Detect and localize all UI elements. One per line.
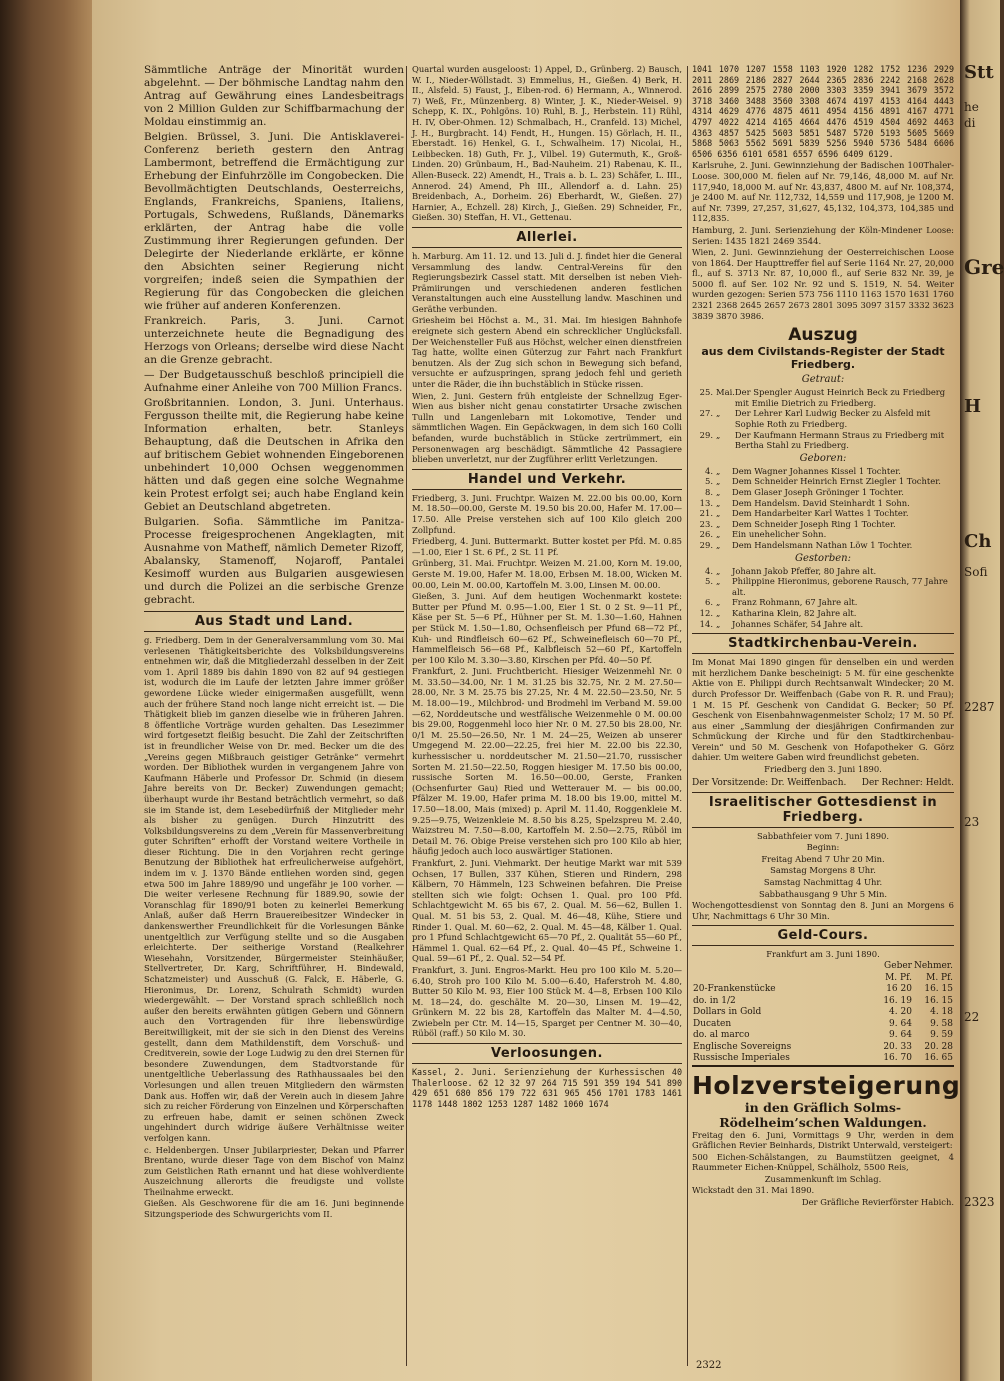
register-row: 5. „ Dem Schneider Heinrich Ernst Ziegler 1 Tochter. xyxy=(705,476,941,487)
register-heading: Auszug xyxy=(788,325,858,346)
table-row: do. al marco 9. 64 9. 59 xyxy=(693,1030,953,1040)
register-row: 26. „ Ein unehelicher Sohn. xyxy=(699,529,827,540)
register-section-label: Geboren: xyxy=(799,452,847,464)
auction-signature: Der Gräfliche Revierförster Habich. xyxy=(801,1197,954,1208)
next-page-fragment: 2323 xyxy=(964,1195,995,1209)
register-row: 14. „ Johannes Schäfer, 54 Jahre alt. xyxy=(699,618,864,629)
register-subheading: aus dem Civilstands-Register der Stadt Friedberg. xyxy=(701,345,945,372)
article-paragraph: Frankreich. Paris, 3. Juni. Carnot unterzeichnete heute die Begnadigung des Herzogs von Orleans; derselbe wird diese Nacht an die Grenze gebracht. xyxy=(144,315,404,366)
section-heading: Handel und Verkehr. xyxy=(412,469,682,490)
table-row: Dollars in Gold 4. 20 4. 18 xyxy=(693,1007,953,1017)
article-paragraph: c. Heldenbergen. Unser Jubilarpriester, Dekan und Pfarrer Brentano, wurde dieser Tage von dem Bischof von Mainz zum Geistlichen Rath ernannt und hat diese wohlverdiente Auszeichnung allerorts die freudigste und vollste Theilnahme erweckt. xyxy=(144,1144,404,1197)
table-header-row: Geber Nehmer. xyxy=(884,961,953,971)
exchange-rate-table xyxy=(692,961,954,1065)
article-paragraph: Quartal wurden ausgeloost: 1) Appel, D., Grünberg. 2) Bausch, W. I., Nieder-Wöllstadt. 3) Emmelius, H., Gießen. 4) Berk, H. II., Alsfeld. 5) Faust, J., Eiben-rod. 6) Hermann, A., Winnerod. 7) Weß, Fr., Münzenberg. 8) Winter, J. K., Nieder-Weisel. 9) Schepp, K. IX., Pohlgöns. 10) Ruhl, B. J., Herbstein. 11) Rühl, H. IV, Ober-Ohmen. 12) Schmalbach, H., Cranfeld. 13) Michel, J. H., Burgbracht. 14) Fendt, H., Hungen. 15) Görlach, H. II., Eberstadt. 16) Henkel, G. I., Schwalheim. 17) Nicolai, H., Leibbecken. 18) Guth, Fr. J., Vilbel. 19) Gutermuth, K., Groß-Linden. 20) Grünbaum, H., Bad-Nauheim. 21) Rabenau, K. II., Allen-Buseck. 22) Amendt, H., Trais a. b. L. 23) Schäfer, L. III., Annerod. 24) Amend, Ph III., Allendorf a. d. Lahn. 25) Breidenbach, A., Dorheim. 26) Eberhardt, W., Gießen. 27) Harnier, A., Echzell. 28) Kirch, J., Gießen. 29) Schneider, Fr., Gießen. 30) Steffan, H. VI., Gettenau. xyxy=(412,64,682,223)
market-report: Friedberg, 3. Juni. Fruchtpr. Waizen M. 22.00 bis 00.00, Korn M. 18.50—00.00, Gerste M. 19.50 bis 20.00, Hafer M. 17.00—17.50. Alle Preise verstehen sich auf 100 Kilo gleich 200 Zollpfund. xyxy=(412,492,682,535)
market-report: Frankfurt, 2. Juni. Viehmarkt. Der heutige Markt war mit 539 Ochsen, 17 Bullen, 337 Kühen, Stieren und Rindern, 298 Kälbern, 70 Hämmeln, 123 Schweinen befahren. Die Preise stellten sich wie folgt: Ochsen 1. Qual. pro 100 Pfd. Schlachtgewicht M. 65 bis 67, 2. Qual. M. 56—62, Bullen 1. Qual. M. 51 bis 53, 2. Qual. M. 46—48, Kühe, Stiere und Rinder 1. Qual. M. 60—62, 2. Qual. M. 45—48, Kälber 1. Qual. pro 1 Pfund Schlachtgewicht 65—70 Pf., 2. Qualität 55—60 Pf., Hämmel 1. Qual. 62—64 Pf., 2. Qual. 40—45 Pf., Schweine 1. Qual. 59—61 Pf., 2. Qual. 52—54 Pf. xyxy=(412,857,682,964)
table-row: Russische Imperiales 16. 70 16. 65 xyxy=(693,1053,953,1063)
section-heading: Stadtkirchenbau-Verein. xyxy=(692,633,954,654)
section-heading: Israelitischer Gottesdienst in Friedberg. xyxy=(692,792,954,828)
register-row: 25. Mai. Der Spengler August Heinrich Beck zu Friedberg mit Emilie Dietrich zu Friedberg. xyxy=(699,387,946,408)
treasurer-signature: Der Rechner: Heldt. xyxy=(861,777,954,788)
section-heading: Geld-Cours. xyxy=(692,925,954,946)
column-2 xyxy=(412,64,682,1364)
article-paragraph: Gießen. Als Geschworene für die am 16. Juni beginnende Sitzungsperiode des Schwurgerichts vom II. xyxy=(144,1198,404,1220)
article-paragraph: Hamburg, 2. Juni. Serienziehung der Köln-Mindener Loose: Serien: 1435 1821 2469 3544. xyxy=(692,224,954,246)
article-paragraph: Großbritannien. London, 3. Juni. Unterhaus. Fergusson theilte mit, die Regierung habe keine Information erhalten, betr. Stanleys Behauptung, daß die Deutschen in Afrika den auf britischem Gebiet wohnenden Eingeborenen unbehindert 10,000 Ochsen weggenommen hätten und daß gegen eine solche Wegnahme kein Protest erfolgt sei; auch habe England kein Gebiet an Deutschland abgetreten. xyxy=(144,397,404,513)
auction-subheading: in den Gräflich Solms-Rödelheim’schen Waldungen. xyxy=(719,1099,927,1130)
article-paragraph: Karlsruhe, 2. Juni. Gewinnziehung der Badischen 100Thaler-Loose. 300,000 M. fielen auf Nr. 79,146, 48,000 M. auf Nr. 117,940, 18,000 M. auf Nr. 43,837, 4800 M. auf Nr. 108,374, je 2400 M. auf Nr. 112,732, 14,559 und 117,908, je 1200 M. auf Nr. 7399, 27,257, 31,627, 45,132, 104,373, 104,385 und 112,835. xyxy=(692,160,954,224)
register-row: 23. „ Dem Schneider Joseph Ring 1 Tochter. xyxy=(699,518,896,529)
service-line: Beginn: xyxy=(806,842,840,853)
register-row: 29. „ Dem Handelsmann Nathan Löw 1 Tochter. xyxy=(699,539,913,550)
table-unit-row: M. Pf. M. Pf. xyxy=(885,972,953,983)
table-row: do. in 1/2 16. 19 16. 15 xyxy=(693,995,953,1006)
auction-text: 500 Eichen-Schälstangen, zu Baumstützen geeignet, 4 Raummeter Eichen-Knüppel, Schälholz, 5500 Reis, xyxy=(692,1151,954,1173)
column-rule xyxy=(406,66,407,1366)
next-page-fragment: 23 xyxy=(964,815,980,829)
auction-text: Wickstadt den 31. Mai 1890. xyxy=(692,1185,815,1196)
market-report: Friedberg, 4. Juni. Buttermarkt. Butter kostet per Pfd. M. 0.85—1.00, Eier 1 St. 6 Pf., 2 St. 11 Pf. xyxy=(412,536,682,557)
section-heading: Aus Stadt und Land. xyxy=(144,611,404,632)
auction-text: Freitag den 6. Juni, Vormittags 9 Uhr, werden in dem Gräflichen Revier Beinhards, Distrikt Unterwald, versteigert: xyxy=(692,1129,954,1151)
chair-signature: Der Vorsitzende: Dr. Weiffenbach. xyxy=(692,777,847,788)
section-heading: Allerlei. xyxy=(412,227,682,248)
next-page-fragment: 22 xyxy=(964,1010,980,1024)
next-page-fragment: H xyxy=(964,396,982,417)
register-row: 4. „ Johann Jakob Pfeffer, 80 Jahre alt. xyxy=(705,565,877,576)
births-list xyxy=(692,466,954,551)
market-report: Frankfurt, 2. Juni. Fruchtbericht. Hiesiger Weizenmehl Nr. 0 M. 33.50—34.00, Nr. 1 M. 31.25 bis 32.75, Nr. 2 M. 27.50—28.00, Nr. 3 M. 25.75 bis 27.25, Nr. 4 M. 22.50—23.50, Nr. 5 M. 18.00—19., Milchbrod- und Brodmehl im Verband M. 59.00—62, Norddeutsche und westfälische Weizenmehle 0 M. 00.00 bis 29.00, Roggenmehl loco hier Nr. 0 M. 27.50 bis 28.00, Nr. 0/1 M. 25.50—26.50, Nr. 1 M. 24—25, Weizen ab unserer Umgegend M. 22.00—22.25, frei hier M. 22.00 bis 22.30, kurhessischer u. norddeutscher M. 21.50—21.70, russischer Sorten M. 21.50—22.50, Roggen hiesiger M. 17.50 bis 00.00, russische Sorten M. 16.50—00.00, Gerste, Franken (Ochsenfurter Gau) Ried und Wetterauer M. — bis 00.00, Pfälzer M. 19.00, Hafer prima M. 18.00 bis 19.00, mittel M. 17.50—18.00, Mais (mixed) p. April M. 11.40, Roggenkleie M. 9.25—9.75, Weizenkleie M. 8.50 bis 8.25, Spelzspreu M. 2.40, Waizstreu M. 7.50—8.00, Kartoffeln M. 2.50—2.75, Rüböl im Detail M. 76. Obige Preise verstehen sich pro 100 Kilo ab hier, häufig jedoch auch loco auswärtiger Stationen. xyxy=(412,666,682,857)
register-row: 5. „ Philippine Hieronimus, geborene Rausch, 77 Jahre alt. xyxy=(705,576,948,597)
signatures xyxy=(692,778,954,788)
register-row: 21. „ Dem Handarbeiter Karl Wattes 1 Tochter. xyxy=(699,508,909,519)
exchange-dateline: Frankfurt am 3. Juni 1890. xyxy=(766,949,880,960)
market-report: Frankfurt, 3. Juni. Engros-Markt. Heu pro 100 Kilo M. 5.20—6.40, Stroh pro 100 Kilo M. 5.00—6.40, Haferstroh M. 4.80, Butter 50 Kilo M. 93, Eier 100 Stück M. 4—8, Erbsen 100 Kilo M. 18—24, do. geschälte M. 20—30, Linsen M. 19—42, Grünkern M. 22 bis 28, Kartoffeln das Malter M. 4—4.50, Zwiebeln per Ctr. M. 14—15, Sparget per Centner M. 30—40, Rüböl (raff.) 50 Kilo M. 30. xyxy=(412,964,682,1039)
register-section-label: Gestorben: xyxy=(795,552,851,564)
article-paragraph: Wien, 2. Juni. Gewinnziehung der Oesterreichischen Loose von 1864. Der Haupttreffer fiel auf Serie 1164 Nr. 27, 20,000 fl., auf S. 3713 Nr. 87, 10,000 fl., auf Serie 832 Nr. 39, je 5000 fl. auf Ser. 102 Nr. 92 und S. 1519, N. 54. Weiter wurden gezogen: Serien 573 756 1110 1163 1570 1631 1760 2321 2368 2645 2657 2673 2801 3095 3097 3157 3332 3623 3839 3870 3986. xyxy=(692,247,954,321)
article-paragraph: — Der Budgetausschuß beschloß principiell die Aufnahme einer Anleihe von 700 Million Francs. xyxy=(144,369,404,394)
article-paragraph: Sämmtliche Anträge der Minorität wurden abgelehnt. — Der böhmische Landtag nahm den Antrag auf Gewährung eines Landesbeitrags von 2 Million Gulden zur Schiffbarmachung der Moldau einstimmig an. xyxy=(144,64,404,128)
service-line: Samstag Nachmittag 4 Uhr. xyxy=(763,877,883,888)
market-report: Grünberg, 31. Mai. Fruchtpr. Weizen M. 21.00, Korn M. 19.00, Gerste M. 19.00, Hafer M. 18.00, Erbsen M. 18.00, Wicken M. 00.00, Lein M. 00.00, Kartoffeln M. 3.00, Linsen M. 00.00. xyxy=(412,558,682,590)
column-3 xyxy=(692,64,961,1364)
deaths-list xyxy=(692,566,954,630)
book-spine xyxy=(0,0,92,1381)
article-paragraph: Im Monat Mai 1890 gingen für denselben ein und werden mit herzlichem Danke bescheinigt: 5 M. für eine geschenkte Aktie von E. Philippi durch Rechtsanwalt Windecker; 20 M. durch Professor Dr. Weiffenbach (Gabe von R. R. und Frau); 1 M. 15 Pf. Geschenk von Candidat G. Becker; 50 Pf. Geschenk von Eisenbahnwagenmeister Scholz; 17 M. 50 Pf. aus einer „Sammlung der diesjährigen Confirmanden zur Schmückung der Kirche und für den Stadtkirchenbau-Verein“ und 50 M. Geschenk von Hofapotheker G. Görz dahier. Um weitere Gaben wird freundlichst gebeten. xyxy=(692,657,954,763)
register-row: 8. „ Dem Glaser Joseph Gröninger 1 Tochter. xyxy=(705,487,904,497)
dateline: Friedberg den 3. Juni 1890. xyxy=(764,764,882,775)
lottery-numbers: Kassel, 2. Juni. Serienziehung der Kurhessischen 40 Thalerloose. 62 12 32 97 264 715 591 359 194 541 890 429 651 680 856 179 722 631 965 456 1701 1783 1461 1178 1448 1802 1253 1287 1482 1060 1674 xyxy=(412,1067,682,1109)
article-paragraph: Bulgarien. Sofia. Sämmtliche im Panitza-Processe freigesprochenen Angeklagten, mit Ausnahme von Matheff, nämlich Demeter Rizoff, Abalansky, Stamenoff, Nojaroff, Pantalei Kesimoff wurden aus Bulgarien ausgewiesen und durch die Polizei an die serbische Grenze gebracht. xyxy=(144,516,404,606)
service-line: Sabbathfeier vom 7. Juni 1890. xyxy=(756,830,890,841)
register-row: 27. „ Der Lehrer Karl Ludwig Becker zu Alsfeld mit Sophie Roth zu Friedberg. xyxy=(699,408,931,430)
register-section-label: Getraut: xyxy=(801,374,845,386)
next-page-fragment: Stt xyxy=(964,62,994,83)
column-1 xyxy=(144,64,404,1364)
newspaper-page xyxy=(92,0,960,1381)
article-paragraph: h. Marburg. Am 11. 12. und 13. Juli d. J. findet hier die General Versammlung des landw. Central-Vereins für den Regierungsbezirk Cassel statt. Mit derselben ist neben Vieh-Prämiirungen und verschiedenen anderen festlichen Veranstaltungen auch eine Ausstellung landw. Maschinen und Geräthe verbunden. xyxy=(412,250,682,314)
next-page-fragment: Gre xyxy=(964,255,1004,279)
article-paragraph: Belgien. Brüssel, 3. Juni. Die Antisklaverei-Conferenz berieth gestern den Antrag Lambermont, betreffend die Ermächtigung zur Erhebung der Einfuhrzölle im Congobecken. Die Bevollmächtigten Deutschlands, Oesterreichs, Englands, Frankreichs, Spaniens, Italiens, Portugals, Schwedens, Rußlands, Dänemarks erklärten, der Antrag habe die volle Zustimmung ihrer Regierungen gefunden. Der Delegirte der Niederlande erklärte, er könne den Absichten seiner Regierung nicht vorgreifen; indeß seien die Sympathien der Regierung für das Congobecken die gleichen wie früher auf anderen Konferenzen. xyxy=(144,131,404,312)
column-rule xyxy=(687,66,688,1366)
service-line: Samstag Morgens 8 Uhr. xyxy=(770,865,876,876)
table-row: 20-Frankenstücke 16 20 16. 15 xyxy=(693,984,953,994)
service-line: Sabbathausgang 9 Uhr 5 Min. xyxy=(758,888,888,899)
page-number: 2322 xyxy=(696,1360,722,1371)
lottery-numbers: 1041 1070 1207 1558 1103 1920 1282 1752 1236 2929 2011 2869 2186 2827 2644 2365 2836 2242 2168 2628 2616 2899 2575 2780 2000 3303 3359 3941 3679 3572 3718 3460 3488 3560 3308 4674 4197 4153 4164 4443 4314 4629 4776 4875 4611 4954 4156 4891 4167 4771 4797 4022 4214 4165 4664 4476 4519 4504 4692 4463 4363 4857 5425 5603 5851 5487 5720 5193 5605 5669 5868 5063 5562 5691 5839 5256 5940 5736 5484 6606 6506 6356 6101 6581 6557 6596 6409 6129. xyxy=(692,64,954,159)
register-row: 6. „ Franz Rohmann, 67 Jahre alt. xyxy=(705,597,858,608)
register-row: 12. „ Katharina Klein, 82 Jahre alt. xyxy=(699,607,857,618)
table-row: Englische Sovereigns 20. 33 20. 28 xyxy=(693,1041,953,1052)
register-row: 13. „ Dem Handelsm. David Steinhardt 1 Sohn. xyxy=(699,497,910,508)
next-page-fragment: Ch xyxy=(964,531,992,552)
auction-text: Zusammenkunft im Schlag. xyxy=(764,1173,882,1184)
service-line: Freitag Abend 7 Uhr 20 Min. xyxy=(761,853,885,864)
auction-heading: Holzversteigerung xyxy=(692,1065,954,1100)
next-page-fragment: Sofi xyxy=(964,565,988,579)
register-row: 29. „ Der Kaufmann Hermann Straus zu Friedberg mit Bertha Stahl zu Friedberg. xyxy=(699,429,945,451)
article-paragraph: Wien, 2. Juni. Gestern früh entgleiste der Schnellzug Eger-Wien aus bisher nicht genau constatirter Ursache zwischen Tulln und Langenlebarn mit Lokomotive, Tender und sämmtlichen Wagen. Ein Gepäckwagen, in dem sich 160 Colli befanden, wurde buchstäblich in Stücke zertrümmert, ein Personenwagen arg beschädigt. Sämmtliche 42 Passagiere blieben unverletzt, nur der Zugführer erlitt Verletzungen. xyxy=(412,390,682,465)
next-page-fragment: he xyxy=(964,100,979,114)
next-page-edge xyxy=(960,0,1004,1381)
section-heading: Verloosungen. xyxy=(412,1043,682,1064)
register-row: 4. „ Dem Wagner Johannes Kissel 1 Tochter. xyxy=(705,465,901,476)
article-paragraph: Griesheim bei Höchst a. M., 31. Mai. Im hiesigen Bahnhofe ereignete sich gestern Abend ein schrecklicher Unglücksfall. Der Weichensteller Fuß aus Höchst, welcher einen dienstfreien Tag hatte, wollte einen Güterzug zur Fahrt nach Frankfurt benutzen. Als der Zug sich schon in Bewegung sich befand, versuchte er aufzuspringen, sprang jedoch fehl und gerieth unter die Räder, die ihn buchstäblich in Stücke rissen. xyxy=(412,315,682,390)
married-list xyxy=(692,387,954,451)
next-page-fragment: 2287 xyxy=(964,700,995,714)
market-report: Gießen, 3. Juni. Auf dem heutigen Wochenmarkt kostete: Butter per Pfund M. 0.95—1.00, Eier 1 St. 0 2 St. 9—11 Pf., Käse per St. 5—6 Pf., Hühner per St. M. 1.30—1.60, Hahnen per Stück M. 1.50—1.80, Ochsenfleisch per Pfund 68—72 Pf., Kuh- und Rindfleisch 60—62 Pf., Schweinefleisch 60—70 Pf., Hammelfleisch 56—68 Pf., Kalbfleisch 52—60 Pf., Kartoffeln per 100 Kilo M. 3.30—3.80, Kirschen per Pfd. 40—50 Pf. xyxy=(412,591,682,665)
next-page-fragment: di xyxy=(964,116,976,130)
table-row: Ducaten 9. 64 9. 58 xyxy=(693,1018,953,1029)
article-paragraph: g. Friedberg. Dem in der Generalversammlung vom 30. Mai verlesenen Thätigkeitsberichte des Volksbildungsvereins entnehmen wir, daß die Mitgliederzahl desselben in der Zeit vom 1. April 1889 bis dahin 1890 von 82 auf 94 gestiegen ist, wodurch die im Laufe der letzten Jahre immer größer gewordene Lücke wieder einigermaßen ausgefüllt, wenn auch der frühere Stand noch lange nicht erreicht ist. — Die Thätigkeit blieb im ganzen dieselbe wie in früheren Jahren. 8 öffentliche Vorträge wurden gehalten. Das Lesezimmer wird fortgesetzt fleißig besucht. Die Zahl der Zeitschriften ist in freundlicher Weise von Dr. med. Becker um die des „Vereins gegen Mißbrauch geistiger Getränke“ vermehrt worden. Der Bibliothek wurden in vergangenem Jahre von Kaufmann Häberle und Professor Dr. Schmid (in diesem Jahre bereits von Dr. Becker) Zuwendungen gemacht; überhaupt wurde ihr Bestand beträchtlich vermehrt, so daß sie im Stande ist, dem Lesebedürfniß der Mitglieder mehr als bisher zu genügen. Durch Hinzutritt des Volksbildungsvereins zu dem „Verein für Massenverbreitung guter Schriften“ erhofft der Vorstand weitere Vortheile in dieser Richtung. Die in den Vorjahren recht geringe Benutzung der Bibliothek hat erfreulicherweise aufgehört, indem im v. J. 1370 Bände entliehen worden sind, gegen etwa 500 im Jahre 1889/90 und ungefähr je 100 vorher. — Die weiter verlesene Rechnung für 1889.90, sowie der Voranschlag für 1890/91 boten zu keinerlei Bemerkung Anlaß, außer daß Herrn Brauereibesitzer Windecker in dankenswerther Freundlichkeit für die Vorlesungen Bänke unentgeltlich zur Verfügung stellte und so die Ausgaben erleichterte. Der seitherige Vorstand (Realkehrer Wiesehahn, Vorsitzender, Bürgermeister Steinhäußer, Stellvertreter, Dr. Karg, Schriftführer, H. Bindewald, Schatzmeister) und Ausschuß (G. Falck, E. Häberle, G. Hieronimus, Dr. Lorenz, Schulrath Schmidt) wurden wiedergewählt. — Der Vorstand sprach schließlich noch außer den bereits erwähnten gütigen Gebern und Gönnern auch den Vortragenden für ihre liebenswürdige Bereitwilligkeit, mit der sie sich in den Dienst des Vereins gestellt, dann dem Mathildenstift, dem Vorschuß- und Creditverein, sowie der Loge Ludwig zu den drei Sternen für besondere Zuwendungen, dem Stadtvorstande für unentgeltliche Ueberlassung des Rathhaussaales bei den Vorlesungen und allen treuen Mitgliedern den wärmsten Dank aus. Hoffen wir, daß der Verein auch in diesem Jahre sich zu reicher Förderung von Einzelnen und Körperschaften zu erfreuen habe, damit er seinen schönen Zweck ungehindert durch widrige äußere Verhältnisse weiter verfolgen kann. xyxy=(144,635,404,1143)
service-line: Wochengottesdienst von Sonntag den 8. Juni an Morgens 6 Uhr, Nachmittags 6 Uhr 30 Min. xyxy=(692,900,954,921)
